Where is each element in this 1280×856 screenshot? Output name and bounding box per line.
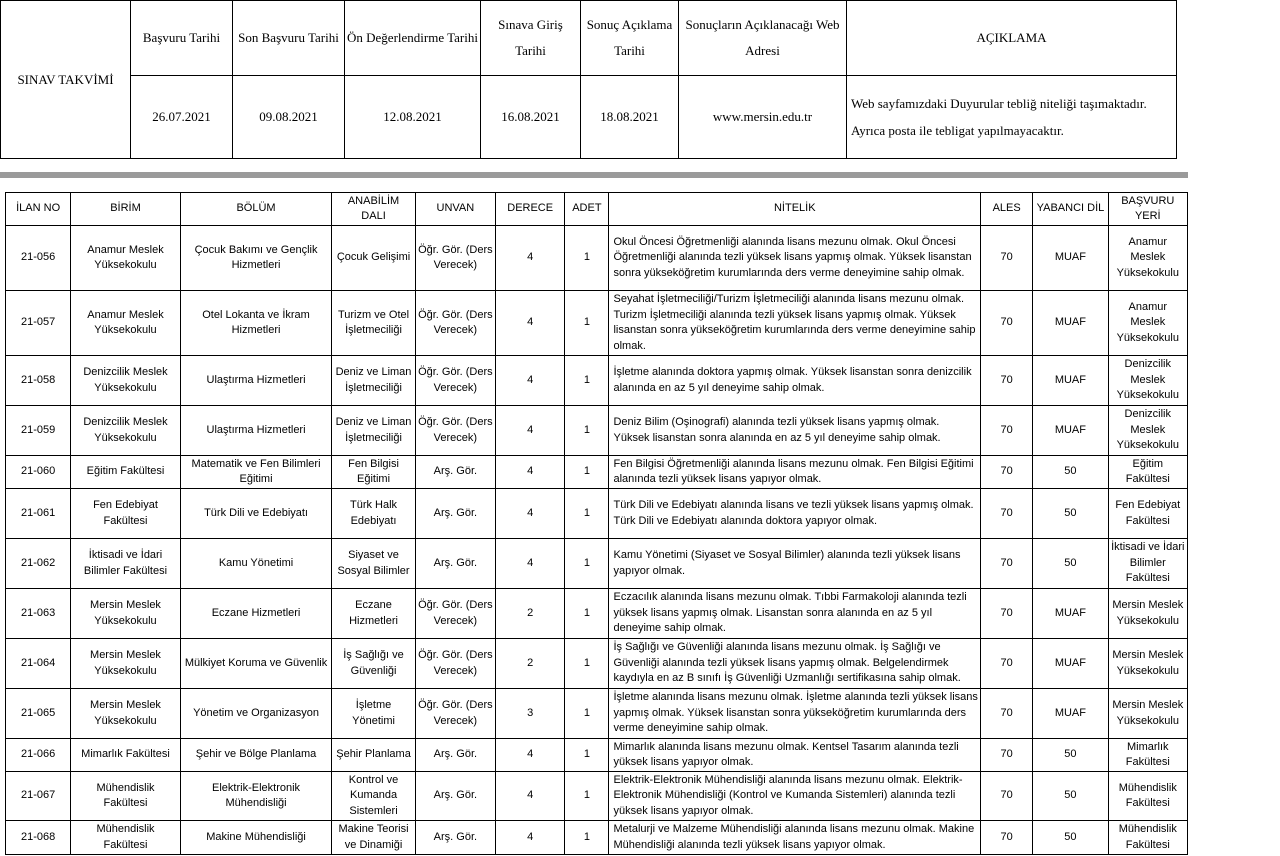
nitelik-cell: Mimarlık alanında lisans mezunu olmak. Kentsel Tasarım alanında tezli yüksek lisans yapıyor olmak. (609, 739, 981, 772)
bolum-cell: Ulaştırma Hizmetleri (180, 406, 332, 456)
bolum-cell: Matematik ve Fen Bilimleri Eğitimi (180, 456, 332, 489)
nitelik-cell: Deniz Bilim (Oşinografi) alanında tezli yüksek lisans yapmış olmak. Yüksek lisanstan sonra alanında en az 5 yıl deneyime sahip olmak. (609, 406, 981, 456)
bolum-cell: Kamu Yönetimi (180, 539, 332, 589)
anabilim-cell: İşletme Yönetimi (332, 689, 415, 739)
nitelik-cell: İşletme alanında lisans mezunu olmak. İşletme alanında tezli yüksek lisans yapmış olmak. Yüksek lisanstan sonra yükseköğretim kurumlarında ders verme deneyimine sahip olmak. (609, 689, 981, 739)
anabilim-cell: Şehir Planlama (332, 739, 415, 772)
derece-cell: 4 (496, 539, 565, 589)
value-exam-date: 16.08.2021 (481, 76, 581, 159)
header-description: AÇIKLAMA (847, 1, 1177, 76)
yabanci-dil-cell: 50 (1033, 456, 1108, 489)
adet-cell: 1 (565, 539, 609, 589)
nitelik-cell: Kamu Yönetimi (Siyaset ve Sosyal Bilimler) alanında tezli yüksek lisans yapıyor olmak. (609, 539, 981, 589)
table-row (6, 456, 1188, 489)
ilan-no-cell: 21-064 (6, 639, 71, 689)
adet-cell: 1 (565, 356, 609, 406)
derece-cell: 4 (496, 772, 565, 821)
birim-cell: Anamur Meslek Yüksekokulu (71, 226, 180, 291)
header-pre-evaluation: Ön Değerlendirme Tarihi (345, 1, 481, 76)
column-header-nitelik: NİTELİK (609, 193, 981, 226)
table-row (6, 772, 1188, 821)
value-pre-evaluation: 12.08.2021 (345, 76, 481, 159)
ales-cell: 70 (981, 639, 1033, 689)
basvuru-yeri-cell: Mersin Meslek Yüksekokulu (1108, 589, 1187, 639)
bolum-cell: Makine Mühendisliği (180, 821, 332, 855)
adet-cell: 1 (565, 291, 609, 356)
ilan-no-cell: 21-065 (6, 689, 71, 739)
value-description: Web sayfamızdaki Duyurular tebliğ niteliği taşımaktadır. Ayrıca posta ile tebligat yapılmayacaktır. (847, 76, 1177, 159)
ales-cell: 70 (981, 356, 1033, 406)
nitelik-cell: Okul Öncesi Öğretmenliği alanında lisans mezunu olmak. Okul Öncesi Öğretmenliği alanında tezli yüksek lisans yapmış olmak. Yüksek lisanstan sonra yükseköğretim kurumlarında ders verme deneyimine sahip olmak. (609, 226, 981, 291)
unvan-cell: Arş. Gör. (415, 539, 495, 589)
derece-cell: 4 (496, 821, 565, 855)
birim-cell: Mühendislik Fakültesi (71, 821, 180, 855)
table-row (6, 539, 1188, 589)
basvuru-yeri-cell: Eğitim Fakültesi (1108, 456, 1187, 489)
column-header-bolum: BÖLÜM (180, 193, 332, 226)
yabanci-dil-cell: 50 (1033, 739, 1108, 772)
yabanci-dil-cell: MUAF (1033, 689, 1108, 739)
table-row (6, 589, 1188, 639)
birim-cell: Mühendislik Fakültesi (71, 772, 180, 821)
ilan-no-cell: 21-056 (6, 226, 71, 291)
header-last-application: Son Başvuru Tarihi (233, 1, 345, 76)
bolum-cell: Türk Dili ve Edebiyatı (180, 489, 332, 539)
adet-cell: 1 (565, 772, 609, 821)
ales-cell: 70 (981, 539, 1033, 589)
ales-cell: 70 (981, 456, 1033, 489)
table-row (6, 739, 1188, 772)
column-header-yabanci-dil: YABANCI DİL (1033, 193, 1108, 226)
table-row (6, 821, 1188, 855)
adet-cell: 1 (565, 689, 609, 739)
yabanci-dil-cell: MUAF (1033, 406, 1108, 456)
ales-cell: 70 (981, 689, 1033, 739)
yabanci-dil-cell: MUAF (1033, 356, 1108, 406)
job-listings-table (5, 192, 1188, 855)
column-header-anabilim: ANABİLİM DALI (332, 193, 415, 226)
yabanci-dil-cell: MUAF (1033, 226, 1108, 291)
column-header-adet: ADET (565, 193, 609, 226)
yabanci-dil-cell: MUAF (1033, 639, 1108, 689)
yabanci-dil-cell: 50 (1033, 772, 1108, 821)
unvan-cell: Öğr. Gör. (Ders Verecek) (415, 639, 495, 689)
derece-cell: 4 (496, 739, 565, 772)
derece-cell: 4 (496, 489, 565, 539)
basvuru-yeri-cell: Mühendislik Fakültesi (1108, 821, 1187, 855)
bolum-cell: Çocuk Bakımı ve Gençlik Hizmetleri (180, 226, 332, 291)
anabilim-cell: Deniz ve Liman İşletmeciliği (332, 356, 415, 406)
birim-cell: Mersin Meslek Yüksekokulu (71, 689, 180, 739)
unvan-cell: Öğr. Gör. (Ders Verecek) (415, 226, 495, 291)
birim-cell: Mersin Meslek Yüksekokulu (71, 639, 180, 689)
ilan-no-cell: 21-058 (6, 356, 71, 406)
birim-cell: Denizcilik Meslek Yüksekokulu (71, 356, 180, 406)
yabanci-dil-cell: 50 (1033, 821, 1108, 855)
value-last-application: 09.08.2021 (233, 76, 345, 159)
nitelik-cell: Elektrik-Elektronik Mühendisliği alanında lisans mezunu olmak. Elektrik-Elektronik Mühendisliği (Kontrol ve Kumanda Sistemleri) alanında tezli yüksek lisans yapıyor olmak. (609, 772, 981, 821)
anabilim-cell: Eczane Hizmetleri (332, 589, 415, 639)
ilan-no-cell: 21-057 (6, 291, 71, 356)
nitelik-cell: Metalurji ve Malzeme Mühendisliği alanında lisans mezunu olmak. Makine Mühendisliği alanında tezli yüksek lisans yapıyor olmak. (609, 821, 981, 855)
header-result-web: Sonuçların Açıklanacağı Web Adresi (679, 1, 847, 76)
ales-cell: 70 (981, 226, 1033, 291)
table-row (6, 356, 1188, 406)
derece-cell: 3 (496, 689, 565, 739)
birim-cell: İktisadi ve İdari Bilimler Fakültesi (71, 539, 180, 589)
ales-cell: 70 (981, 406, 1033, 456)
bolum-cell: Eczane Hizmetleri (180, 589, 332, 639)
adet-cell: 1 (565, 226, 609, 291)
ales-cell: 70 (981, 739, 1033, 772)
anabilim-cell: Deniz ve Liman İşletmeciliği (332, 406, 415, 456)
table-row (6, 226, 1188, 291)
bolum-cell: Elektrik-Elektronik Mühendisliği (180, 772, 332, 821)
bolum-cell: Mülkiyet Koruma ve Güvenlik (180, 639, 332, 689)
ilan-no-cell: 21-060 (6, 456, 71, 489)
column-header-derece: DERECE (496, 193, 565, 226)
unvan-cell: Arş. Gör. (415, 772, 495, 821)
calendar-label: SINAV TAKVİMİ (1, 1, 131, 159)
ilan-no-cell: 21-066 (6, 739, 71, 772)
derece-cell: 4 (496, 226, 565, 291)
exam-calendar-table (0, 0, 1177, 159)
section-divider (0, 172, 1188, 178)
basvuru-yeri-cell: Anamur Meslek Yüksekokulu (1108, 291, 1187, 356)
unvan-cell: Arş. Gör. (415, 489, 495, 539)
nitelik-cell: Fen Bilgisi Öğretmenliği alanında lisans mezunu olmak. Fen Bilgisi Eğitimi alanında tezli yüksek lisans yapıyor olmak. (609, 456, 981, 489)
column-header-ilan-no: İLAN NO (6, 193, 71, 226)
anabilim-cell: Makine Teorisi ve Dinamiği (332, 821, 415, 855)
value-application-date: 26.07.2021 (131, 76, 233, 159)
bolum-cell: Şehir ve Bölge Planlama (180, 739, 332, 772)
derece-cell: 2 (496, 589, 565, 639)
derece-cell: 4 (496, 356, 565, 406)
basvuru-yeri-cell: İktisadi ve İdari Bilimler Fakültesi (1108, 539, 1187, 589)
ales-cell: 70 (981, 772, 1033, 821)
yabanci-dil-cell: 50 (1033, 539, 1108, 589)
value-result-web: www.mersin.edu.tr (679, 76, 847, 159)
ales-cell: 70 (981, 589, 1033, 639)
basvuru-yeri-cell: Mimarlık Fakültesi (1108, 739, 1187, 772)
bolum-cell: Otel Lokanta ve İkram Hizmetleri (180, 291, 332, 356)
unvan-cell: Öğr. Gör. (Ders Verecek) (415, 589, 495, 639)
basvuru-yeri-cell: Mersin Meslek Yüksekokulu (1108, 689, 1187, 739)
birim-cell: Mimarlık Fakültesi (71, 739, 180, 772)
derece-cell: 2 (496, 639, 565, 689)
basvuru-yeri-cell: Denizcilik Meslek Yüksekokulu (1108, 406, 1187, 456)
unvan-cell: Arş. Gör. (415, 456, 495, 489)
header-application-date: Başvuru Tarihi (131, 1, 233, 76)
header-exam-date: Sınava Giriş Tarihi (481, 1, 581, 76)
anabilim-cell: Siyaset ve Sosyal Bilimler (332, 539, 415, 589)
nitelik-cell: Türk Dili ve Edebiyatı alanında lisans ve tezli yüksek lisans yapmış olmak. Türk Dili ve Edebiyatı alanında doktora yapıyor olmak. (609, 489, 981, 539)
birim-cell: Anamur Meslek Yüksekokulu (71, 291, 180, 356)
ilan-no-cell: 21-059 (6, 406, 71, 456)
adet-cell: 1 (565, 456, 609, 489)
column-header-ales: ALES (981, 193, 1033, 226)
adet-cell: 1 (565, 739, 609, 772)
ales-cell: 70 (981, 291, 1033, 356)
anabilim-cell: İş Sağlığı ve Güvenliği (332, 639, 415, 689)
ilan-no-cell: 21-067 (6, 772, 71, 821)
derece-cell: 4 (496, 291, 565, 356)
ilan-no-cell: 21-062 (6, 539, 71, 589)
birim-cell: Mersin Meslek Yüksekokulu (71, 589, 180, 639)
column-header-unvan: UNVAN (415, 193, 495, 226)
derece-cell: 4 (496, 406, 565, 456)
ilan-no-cell: 21-068 (6, 821, 71, 855)
nitelik-cell: İş Sağlığı ve Güvenliği alanında lisans mezunu olmak. İş Sağlığı ve Güvenliği alanında tezli yüksek lisans yapmış olmak. Belgelendirmek kaydıyla en az B sınıfı İş Güvenliği Uzmanlığı sertifikasına sahip olmak. (609, 639, 981, 689)
column-header-basvuru-yeri: BAŞVURU YERİ (1108, 193, 1187, 226)
anabilim-cell: Türk Halk Edebiyatı (332, 489, 415, 539)
column-header-birim: BİRİM (71, 193, 180, 226)
adet-cell: 1 (565, 639, 609, 689)
unvan-cell: Öğr. Gör. (Ders Verecek) (415, 689, 495, 739)
table-header-row (6, 193, 1188, 226)
table-row (6, 639, 1188, 689)
basvuru-yeri-cell: Denizcilik Meslek Yüksekokulu (1108, 356, 1187, 406)
table-row (6, 689, 1188, 739)
unvan-cell: Arş. Gör. (415, 821, 495, 855)
anabilim-cell: Turizm ve Otel İşletmeciliği (332, 291, 415, 356)
ales-cell: 70 (981, 489, 1033, 539)
table-row (6, 489, 1188, 539)
ilan-no-cell: 21-063 (6, 589, 71, 639)
value-result-date: 18.08.2021 (581, 76, 679, 159)
birim-cell: Denizcilik Meslek Yüksekokulu (71, 406, 180, 456)
unvan-cell: Öğr. Gör. (Ders Verecek) (415, 406, 495, 456)
anabilim-cell: Çocuk Gelişimi (332, 226, 415, 291)
derece-cell: 4 (496, 456, 565, 489)
yabanci-dil-cell: 50 (1033, 489, 1108, 539)
table-row (6, 291, 1188, 356)
birim-cell: Fen Edebiyat Fakültesi (71, 489, 180, 539)
nitelik-cell: İşletme alanında doktora yapmış olmak. Yüksek lisanstan sonra denizcilik alanında en az 5 yıl deneyime sahip olmak. (609, 356, 981, 406)
unvan-cell: Öğr. Gör. (Ders Verecek) (415, 291, 495, 356)
basvuru-yeri-cell: Mühendislik Fakültesi (1108, 772, 1187, 821)
anabilim-cell: Fen Bilgisi Eğitimi (332, 456, 415, 489)
basvuru-yeri-cell: Mersin Meslek Yüksekokulu (1108, 639, 1187, 689)
adet-cell: 1 (565, 821, 609, 855)
adet-cell: 1 (565, 589, 609, 639)
birim-cell: Eğitim Fakültesi (71, 456, 180, 489)
basvuru-yeri-cell: Fen Edebiyat Fakültesi (1108, 489, 1187, 539)
ilan-no-cell: 21-061 (6, 489, 71, 539)
table-row (6, 406, 1188, 456)
nitelik-cell: Eczacılık alanında lisans mezunu olmak. Tıbbi Farmakoloji alanında tezli yüksek lisans yapmış olmak. Lisanstan sonra alanında en az 5 yıl deneyime sahip olmak. (609, 589, 981, 639)
yabanci-dil-cell: MUAF (1033, 291, 1108, 356)
unvan-cell: Öğr. Gör. (Ders Verecek) (415, 356, 495, 406)
header-result-date: Sonuç Açıklama Tarihi (581, 1, 679, 76)
unvan-cell: Arş. Gör. (415, 739, 495, 772)
adet-cell: 1 (565, 489, 609, 539)
yabanci-dil-cell: MUAF (1033, 589, 1108, 639)
ales-cell: 70 (981, 821, 1033, 855)
bolum-cell: Yönetim ve Organizasyon (180, 689, 332, 739)
basvuru-yeri-cell: Anamur Meslek Yüksekokulu (1108, 226, 1187, 291)
anabilim-cell: Kontrol ve Kumanda Sistemleri (332, 772, 415, 821)
adet-cell: 1 (565, 406, 609, 456)
bolum-cell: Ulaştırma Hizmetleri (180, 356, 332, 406)
nitelik-cell: Seyahat İşletmeciliği/Turizm İşletmeciliği alanında lisans mezunu olmak. Turizm İşletmeciliği alanında tezli yüksek lisans yapmış olmak. Yüksek lisanstan sonra yükseköğretim kurumlarında ders verme deneyimine sahip olmak. (609, 291, 981, 356)
